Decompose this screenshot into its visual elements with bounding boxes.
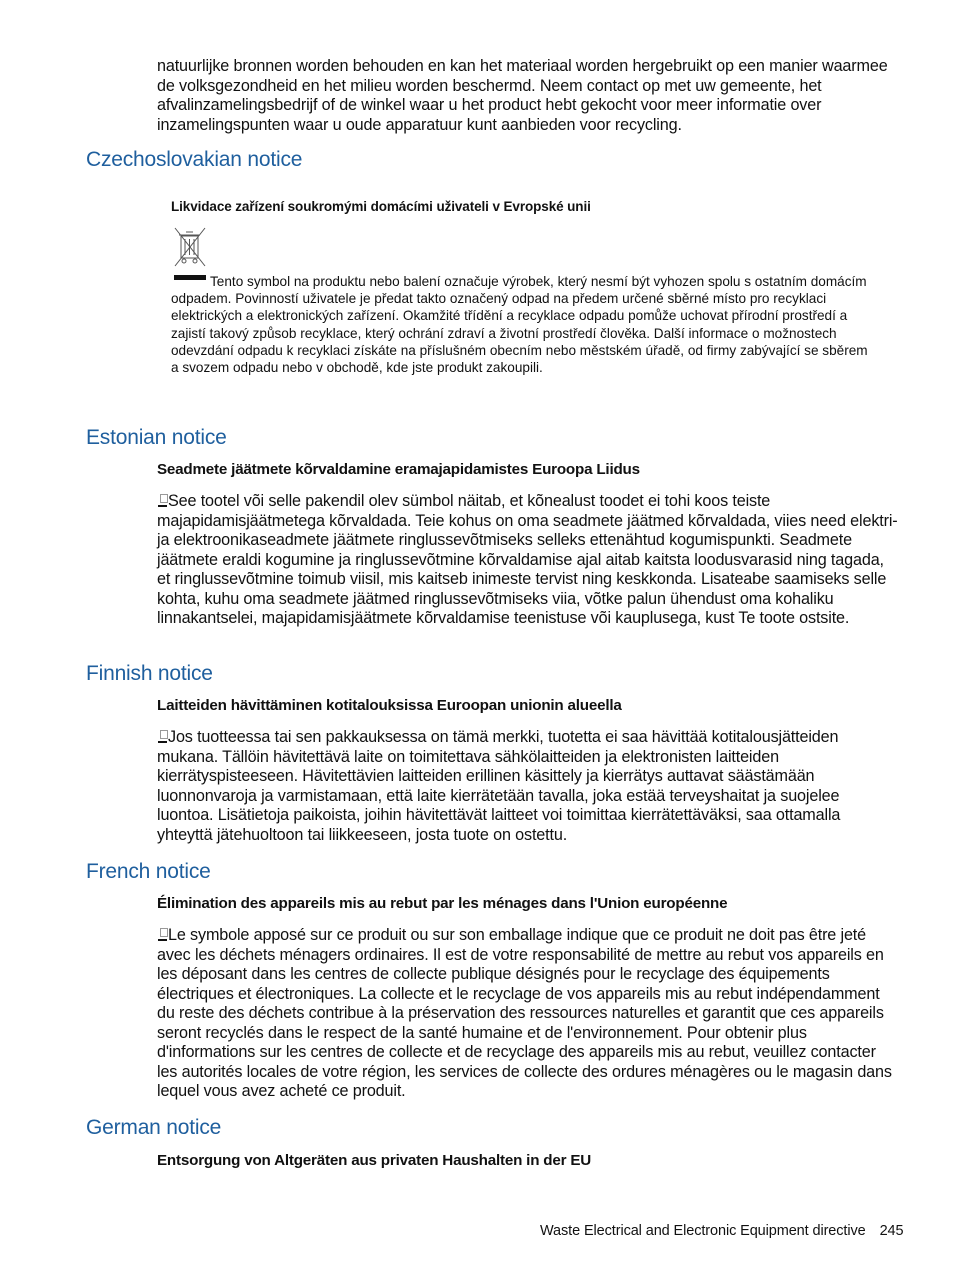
french-subheading: Élimination des appareils mis au rebut par les ménages dans l'Union européenne <box>157 895 728 912</box>
estonian-heading: Estonian notice <box>86 426 227 449</box>
finnish-heading: Finnish notice <box>86 662 213 685</box>
weee-bin-icon <box>171 226 209 270</box>
french-paragraph <box>157 926 899 1102</box>
estonian-subheading: Seadmete jäätmete kõrvaldamine eramajapidamistes Euroopa Liidus <box>157 461 640 478</box>
estonian-paragraph <box>157 492 899 629</box>
footer-title: Waste Electrical and Electronic Equipment directive <box>540 1223 866 1239</box>
estonian-body: See tootel või selle pakendil olev sümbol näitab, et kõnealust toodet ei tohi koos teiste majapidamisjäätmetega kõrvaldada. Teie kohus on oma seadmete jäätmed kõrvaldada, viies need elektri- ja elektroonikaseadmete jäätmete ringlussevõtmiseks selleks ettenähtud kogumispunkti. Seadmete jäätmete eraldi kogumine ja ringlussevõtmine kõrvaldamise ajal aitab kaitsta loodusvarasid ning tagada, et ringlussevõtmine toimub viisil, mis kaitseb inimeste tervist ning keskkonda. Lisateabe saamiseks selle kohta, kuhu oma seadmete jäätmed ringlussevõtmiseks viia, võtke palun ühendust oma kohaliku linnakantselei, majapidamisjäätmete kõrvaldamise teenistuse või kauplusega, kust Te toote ostsite. <box>157 492 898 627</box>
czech-subheading: Likvidace zařízení soukromými domácími uživateli v Evropské unii <box>171 199 591 214</box>
page-footer <box>540 1223 904 1239</box>
weee-bin-icon <box>157 927 168 941</box>
finnish-subheading: Laitteiden hävittäminen kotitalouksissa Euroopan unionin alueella <box>157 697 622 714</box>
page-number: 245 <box>879 1223 904 1239</box>
german-heading: German notice <box>86 1116 222 1139</box>
french-body: Le symbole apposé sur ce produit ou sur son emballage indique que ce produit ne doit pas être jeté avec les déchets ménagers ordinaires. Il est de votre responsabilité de mettre au rebut vos appareils en les déposant dans les centres de collecte publique désignés pour le recyclage des équipements électriques et électroniques. La collecte et le recyclage de vos appareils mis au rebut indépendamment du reste des déchets contribue à la préservation des ressources naturelles et garantit que ces appareils seront recyclés dans le respect de la santé humaine et de l'environnement. Pour obtenir plus d'informations sur les centres de collecte et de recyclage des appareils mis au rebut, veuillez contacter les autorités locales de votre région, les services de collecte des ordures ménagères ou le magasin dans lequel vous avez acheté ce produit. <box>157 926 892 1100</box>
intro-paragraph: natuurlijke bronnen worden behouden en kan het materiaal worden hergebruikt op een manier waarmee de volksgezondheid en het milieu worden beschermd. Neem contact op met uw gemeente, het afvalinzamelingsbedrijf of de winkel waar u het product hebt gekocht voor meer informatie over inzamelingspunten waar u oude apparatuur kunt aanbieden voor recycling. <box>157 57 888 134</box>
german-subheading: Entsorgung von Altgeräten aus privaten Haushalten in der EU <box>157 1152 592 1169</box>
czech-heading: Czechoslovakian notice <box>86 148 303 171</box>
finnish-paragraph <box>157 728 899 845</box>
czech-body: Tento symbol na produktu nebo balení označuje výrobek, který nesmí být vyhozen spolu s ostatním domácím odpadem. Povinností uživatele je předat takto označený odpad na předem určené sběrné místo pro recyklaci elektrických a elektronických zařízení. Okamžité třídění a recyklace odpadu pomůže uchovat přírodní prostředí a zajistí takový způsob recyklace, který ochrání zdraví a životní prostředí člověka. Další informace o možnostech odevzdání odpadu k recyklaci získáte na příslušném obecním nebo městském úřadě, od firmy zabývající se sběrem a svozem odpadu nebo v obchodě, kde jste produkt zakoupili. <box>171 274 868 376</box>
weee-bin-icon <box>157 729 168 743</box>
finnish-body: Jos tuotteessa tai sen pakkauksessa on tämä merkki, tuotetta ei saa hävittää kotitalousjätteiden mukana. Tällöin hävitettävä laite on toimitettava sähkölaitteiden ja elektronisten laitteiden kierrätyspisteeseen. Hävitettävien laitteiden erillinen käsittely ja kierrätys auttavat säästämään luonnonvaroja ja varmistamaan, että laite kierrätetään tavalla, joka estää terveyshaitat ja suojelee luontoa. Lisätietoja paikoista, joihin hävitettävät laitteet voi toimittaa kierrätettäväksi, saa ottamalla yhteyttä jätehuoltoon tai liikkeeseen, josta tuote on ostettu. <box>157 728 841 844</box>
weee-bin-icon <box>157 493 168 507</box>
french-heading: French notice <box>86 860 211 883</box>
